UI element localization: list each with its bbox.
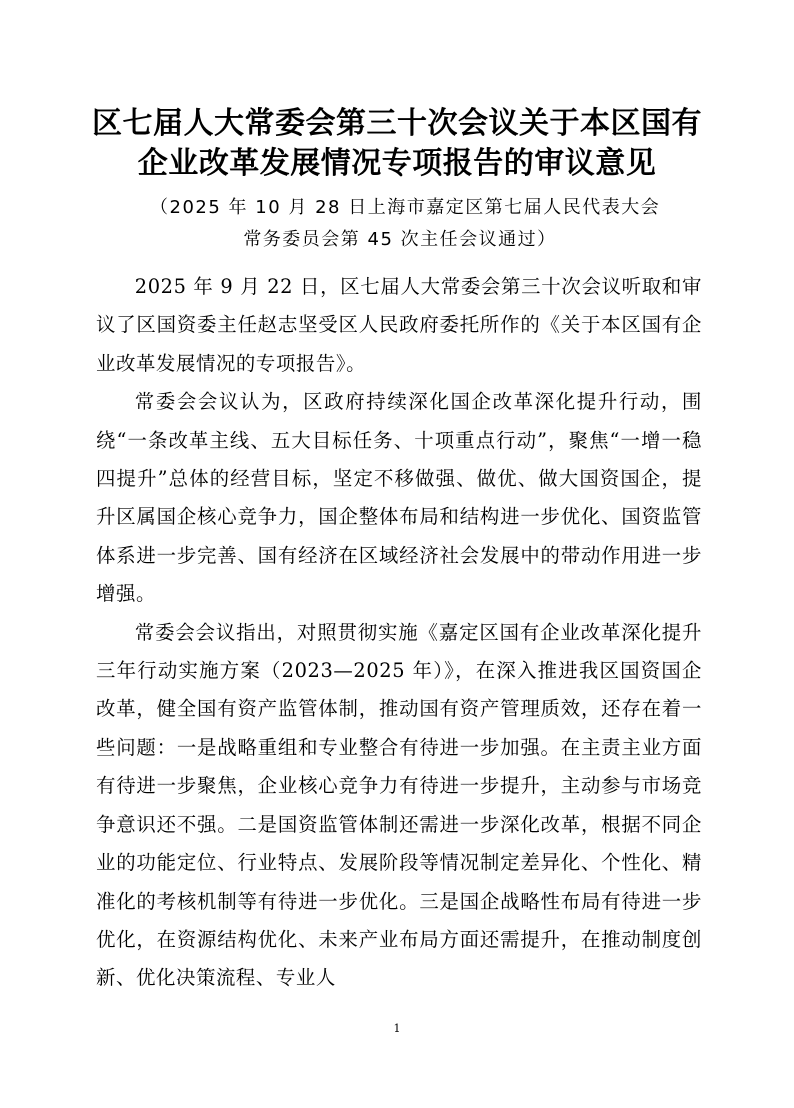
subtitle-line-2: 常务委员会第 45 次主任会议通过） [243, 229, 557, 250]
document-body [96, 268, 702, 998]
paragraph-2: 常委会会议认为，区政府持续深化国企改革深化提升行动，围绕“一条改革主线、五大目标任务、十项重点行动”，聚焦“一增一稳四提升”总体的经营目标，坚定不移做强、做优、做大国资国企，提升区属国企核心竞争力，国企整体布局和结构进一步优化、国资监管体系进一步完善、国有经济在区域经济社会发展中的带动作用进一步增强。 [96, 390, 702, 606]
document-subtitle [150, 192, 690, 256]
paragraph-3: 常委会会议指出，对照贯彻实施《嘉定区国有企业改革深化提升三年行动实施方案（2023—2025 年）》，在深入推进我区国资国企改革，健全国有资产监管体制，推动国有资产管理质效，还存在着一些问题：一是战略重组和专业整合有待进一步加强。在主责主业方面有待进一步聚焦，企业核心竞争力有待进一步提升，主动参与市场竞争意识还不强。二是国资监管体制还需进一步深化改革，根据不同企业的功能定位、行业特点、发展阶段等情况制定差异化、个性化、精准化的考核机制等有待进一步优化。三是国企战略性布局有待进一步优化，在资源结构优化、未来产业布局方面还需提升，在推动制度创新、优化决策流程、专业人 [96, 620, 702, 990]
title-line-1: 区七届人大常委会第三十次会议关于本区国有 [92, 106, 702, 141]
subtitle-line-1: （2025 年 10 月 28 日上海市嘉定区第七届人民代表大会 [150, 197, 661, 218]
paragraph-1: 2025 年 9 月 22 日，区七届人大常委会第三十次会议听取和审议了区国资委主任赵志坚受区人民政府委托所作的《关于本区国有企业改革发展情况的专项报告》。 [96, 275, 702, 375]
document-title [0, 104, 794, 184]
page-number: 1 [393, 1022, 401, 1035]
title-line-2: 企业改革发展情况专项报告的审议意见 [137, 146, 657, 181]
